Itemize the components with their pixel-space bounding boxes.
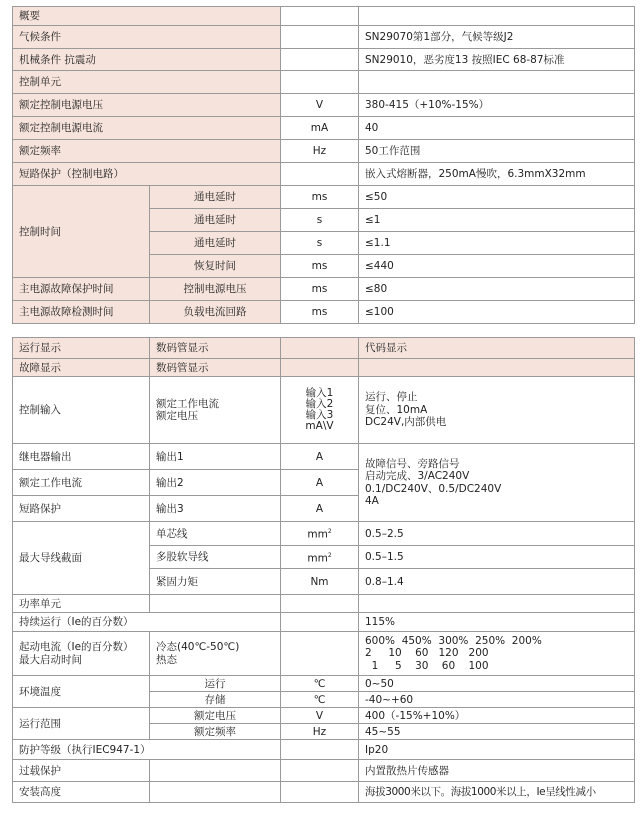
ctrl-input-unit: 输入1 输入2 输入3 mA\V <box>281 377 359 444</box>
fault-detect-unit: ms <box>281 301 359 324</box>
recovery-label: 恢复时间 <box>150 255 281 278</box>
row-climate <box>13 26 635 49</box>
power-unit-label: 功率单元 <box>13 595 150 613</box>
row-mechanical <box>13 49 635 71</box>
start-sub: 冷态(40℃-50℃) 热态 <box>150 632 281 676</box>
wire-single-label: 单芯线 <box>150 522 281 546</box>
rated-work-sub: 输出2 <box>150 470 281 496</box>
short-unit: A <box>281 496 359 522</box>
row-fault-display <box>13 359 635 377</box>
recovery-value: ≤440 <box>359 255 635 278</box>
control-time-label: 控制时间 <box>13 186 150 278</box>
op-freq-value: 45~55 <box>359 724 635 740</box>
ctrl-input-value: 运行、停止 复位、10mA DC24V,内部供电 <box>359 377 635 444</box>
continuous-label: 持续运行（Ie的百分数） <box>13 613 281 632</box>
env-run-label: 运行 <box>150 676 281 692</box>
start-value: 600% 450% 300% 250% 200% 2 10 60 120 200 1 5 30 60 100 <box>359 632 635 676</box>
short-label: 短路保护 <box>13 496 150 522</box>
rated-work-label: 额定工作电流 <box>13 470 150 496</box>
torque-label: 紧固力矩 <box>150 569 281 595</box>
rated-current-value: 40 <box>359 117 635 140</box>
row-overload <box>13 760 635 782</box>
op-freq-unit: Hz <box>281 724 359 740</box>
recovery-unit: ms <box>281 255 359 278</box>
relay-label: 继电器输出 <box>13 444 150 470</box>
delay-1-unit: ms <box>281 186 359 209</box>
ctrl-input-sub: 额定工作电流 额定电压 <box>150 377 281 444</box>
row-overview <box>13 7 635 26</box>
spec-table-operation <box>12 337 635 803</box>
env-store-label: 存储 <box>150 692 281 708</box>
delay-2-label: 通电延时 <box>150 209 281 232</box>
fault-prot-label: 主电源故障保护时间 <box>13 278 150 301</box>
row-fault-protection <box>13 278 635 301</box>
rated-freq-unit: Hz <box>281 140 359 163</box>
fault-prot-unit: ms <box>281 278 359 301</box>
row-wire-single <box>13 522 635 546</box>
short-prot-label: 短路保护（控制电路） <box>13 163 281 186</box>
control-unit-label: 控制单元 <box>13 71 281 94</box>
overload-value: 内置散热片传感器 <box>359 760 635 782</box>
row-rated-current <box>13 117 635 140</box>
torque-value: 0.8–1.4 <box>359 569 635 595</box>
fault-detect-label: 主电源故障检测时间 <box>13 301 150 324</box>
ctrl-input-label: 控制输入 <box>13 377 150 444</box>
row-delay-1 <box>13 186 635 209</box>
rated-freq-label: 额定频率 <box>13 140 281 163</box>
row-continuous <box>13 613 635 632</box>
row-control-unit <box>13 71 635 94</box>
row-protection-class <box>13 740 635 760</box>
altitude-label: 安装高度 <box>13 782 150 803</box>
rated-voltage-unit: V <box>281 94 359 117</box>
delay-2-value: ≤1 <box>359 209 635 232</box>
wire-multi-unit: $mm^2$ <box>281 546 359 569</box>
row-relay-output <box>13 444 635 470</box>
spec-table-general <box>12 6 635 324</box>
fault-display-type: 数码管显示 <box>150 359 281 377</box>
op-freq-label: 额定频率 <box>150 724 281 740</box>
delay-3-value: ≤1.1 <box>359 232 635 255</box>
wire-single-value: 0.5–2.5 <box>359 522 635 546</box>
overview-label: 概要 <box>13 7 281 26</box>
row-control-input <box>13 377 635 444</box>
mech-value: SN29010，恶劣度13 按照IEC 68-87标准 <box>359 49 635 71</box>
delay-2-unit: s <box>281 209 359 232</box>
row-start-current <box>13 632 635 676</box>
delay-3-label: 通电延时 <box>150 232 281 255</box>
rated-work-unit: A <box>281 470 359 496</box>
op-voltage-unit: V <box>281 708 359 724</box>
row-rated-frequency <box>13 140 635 163</box>
rated-voltage-label: 额定控制电源电压 <box>13 94 281 117</box>
wire-multi-value: 0.5–1.5 <box>359 546 635 569</box>
delay-1-label: 通电延时 <box>150 186 281 209</box>
mech-label: 机械条件 抗震动 <box>13 49 281 71</box>
run-display-code: 代码显示 <box>359 338 635 359</box>
op-range-label: 运行范围 <box>13 708 150 740</box>
run-display-type: 数码管显示 <box>150 338 281 359</box>
rated-voltage-value: 380-415（+10%-15%） <box>359 94 635 117</box>
climate-label: 气候条件 <box>13 26 281 49</box>
altitude-value: 海拔3000米以下。海拔1000米以上，Ie呈线性减小 <box>359 782 635 803</box>
protection-label: 防护等级（执行IEC947-1） <box>13 740 281 760</box>
fault-detect-sub: 负载电流回路 <box>150 301 281 324</box>
delay-3-unit: s <box>281 232 359 255</box>
row-run-display <box>13 338 635 359</box>
row-op-voltage <box>13 708 635 724</box>
env-store-value: -40~+60 <box>359 692 635 708</box>
overload-label: 过载保护 <box>13 760 150 782</box>
op-voltage-label: 额定电压 <box>150 708 281 724</box>
delay-1-value: ≤50 <box>359 186 635 209</box>
torque-unit: Nm <box>281 569 359 595</box>
fault-detect-value: ≤100 <box>359 301 635 324</box>
fault-prot-sub: 控制电源电压 <box>150 278 281 301</box>
fault-prot-value: ≤80 <box>359 278 635 301</box>
env-label: 环境温度 <box>13 676 150 708</box>
short-prot-value: 嵌入式熔断器，250mA慢吹，6.3mmX32mm <box>359 163 635 186</box>
env-store-unit: ℃ <box>281 692 359 708</box>
row-fault-detect <box>13 301 635 324</box>
env-run-unit: ℃ <box>281 676 359 692</box>
fault-display-label: 故障显示 <box>13 359 150 377</box>
rated-current-unit: mA <box>281 117 359 140</box>
relay-sub: 输出1 <box>150 444 281 470</box>
rated-current-label: 额定控制电源电流 <box>13 117 281 140</box>
wire-single-unit: $mm^2$ <box>281 522 359 546</box>
row-power-unit <box>13 595 635 613</box>
wire-multi-label: 多股软导线 <box>150 546 281 569</box>
rated-freq-value: 50工作范围 <box>359 140 635 163</box>
row-rated-voltage <box>13 94 635 117</box>
row-altitude <box>13 782 635 803</box>
env-run-value: 0~50 <box>359 676 635 692</box>
protection-value: Ip20 <box>359 740 635 760</box>
short-sub: 输出3 <box>150 496 281 522</box>
row-short-protection <box>13 163 635 186</box>
wire-label: 最大导线截面 <box>13 522 150 595</box>
row-env-run <box>13 676 635 692</box>
op-voltage-value: 400（-15%+10%） <box>359 708 635 724</box>
output-values: 故障信号、旁路信号 启动完成、3/AC240V 0.1/DC240V、0.5/DC240V 4A <box>359 444 635 522</box>
continuous-value: 115% <box>359 613 635 632</box>
relay-unit: A <box>281 444 359 470</box>
climate-value: SN29070第1部分，气候等级J2 <box>359 26 635 49</box>
start-label: 起动电流（Ie的百分数） 最大启动时间 <box>13 632 150 676</box>
run-display-label: 运行显示 <box>13 338 150 359</box>
